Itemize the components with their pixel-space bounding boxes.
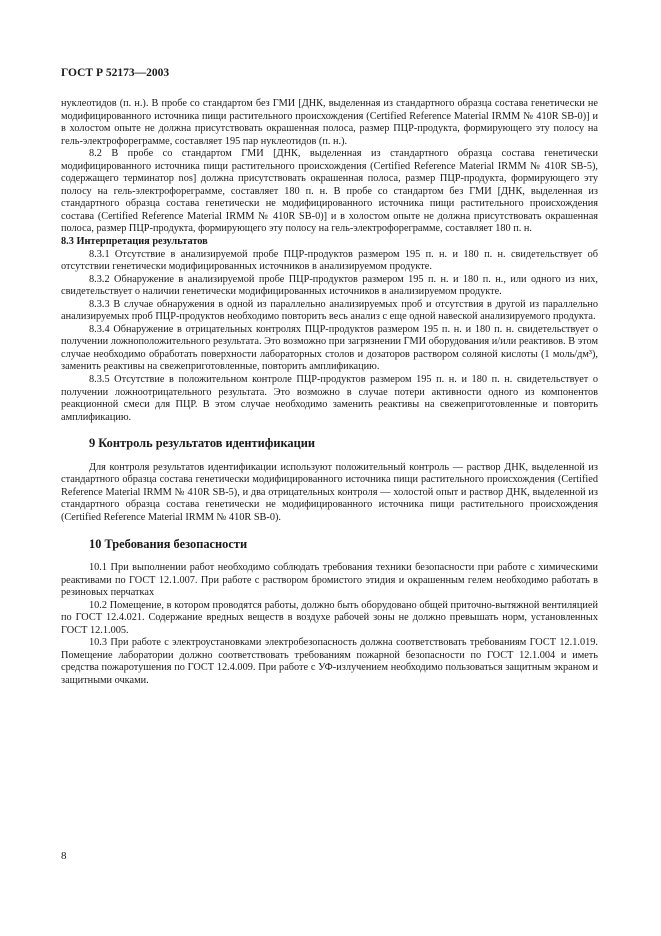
paragraph-9: Для контроля результатов идентификации используют положительный контроль — раствор ДНК, выделенной из стандартного образца состава генетически модифицированного источника пищи растительного происхождения (Certified Reference Material IRMM № 410R SB-5), и два отрицательных контроля — холостой опыт и раствор ДНК, выделенной из стандартного образца состава генетически не модифицированного источника пищи растительного происхождения (Certified Reference Material IRMM № 410R SB-0). xyxy=(61,461,598,523)
subsection-heading-8-3: 8.3 Интерпретация результатов xyxy=(61,236,208,248)
paragraph-continuation: нуклеотидов (п. н.). В пробе со стандартом без ГМИ [ДНК, выделенная из стандартного образца состава генетически не модифицированного источника пищи растительного происхождения (Certified Reference Material IRMM № 410R SB-0)] и в холостом опыте не должна присутствовать окрашенная полоса, размер ПЦР-продукта, формирующего эту полосу на гель-электрофореграмме, составляет 195 пар нуклеотидов (п. н.). xyxy=(61,98,598,147)
paragraph-8-3-1: 8.3.1 Отсутствие в анализируемой пробе ПЦР-продуктов размером 195 п. н. и 180 п. н. свидетельствует об отсутствии генетически модифицированных источников в анализируемом продукте. xyxy=(61,248,598,273)
paragraph-8-3-3: 8.3.3 В случае обнаружения в одной из параллельно анализируемых проб и отсутствия в другой из параллельно анализируемых проб ПЦР-продуктов необходимо повторить весь анализ с еще одной навеской анализируемого продукта. xyxy=(61,298,598,323)
paragraph-8-2: 8.2 В пробе со стандартом ГМИ [ДНК, выделенная из стандартного образца состава генетически модифицированного источника пищи растительного происхождения (Certified Reference Material IRMM № 410R SB-5), содержащего терминатор nos] должна присутствовать окрашенная полоса, размер ПЦР-продукта, формирующего эту полосу на гель-электрофореграмме, составляет 180 п. н. В пробе со стандартом без ГМИ [ДНК, выделенная из стандартного образца состава генетически не модифицированного источника пищи растительного происхождения состава (Certified Reference Material IRMM № 410R SB-0)] и в холостом опыте не должна присутствовать окрашенная полоса, размер ПЦР-продукта, формирующего эту полосу на гель-электрофореграмме, составляет 180 п. н. xyxy=(61,148,598,235)
paragraph-10-1: 10.1 При выполнении работ необходимо соблюдать требования техники безопасности при работе с химическими реактивами по ГОСТ 12.1.007. При работе с раствором бромистого этидия и окрашенным гелем необходимо работать в резиновых перчатках xyxy=(61,562,598,599)
paragraph-8-3-2: 8.3.2 Обнаружение в анализируемой пробе ПЦР-продуктов размером 195 п. н. и 180 п. н., или одного из них, свидетельствует о наличии генетически модифицированных источников в анализируемом продукте. xyxy=(61,273,598,298)
paragraph-8-3-4: 8.3.4 Обнаружение в отрицательных контролях ПЦР-продуктов размером 195 п. н. и 180 п. н. свидетельствует о получении ложноположительного результата. Это возможно при загрязнении ГМИ оборудования и/или реактивов. В этом случае необходимо обработать поверхности лабораторных столов и дозаторов раствором соляной кислоты (1 моль/дм³), заменить реактивы на свежеприготовленные, повторить амплификацию. xyxy=(61,323,598,373)
section-heading-9: 9 Контроль результатов идентификации xyxy=(89,436,316,451)
paragraph-8-3-5: 8.3.5 Отсутствие в положительном контроле ПЦР-продуктов размером 195 п. н. и 180 п. н. свидетельствует о получении ложноотрицательного результата. Это возможно в случае потери активности одного из компонентов реакционной смеси для ПЦР. В этом случае необходимо заменить реактивы на свежеприготовленные и повторить амплификацию. xyxy=(61,374,598,423)
section-heading-10: 10 Требования безопасности xyxy=(89,536,248,551)
document-header: ГОСТ Р 52173—2003 xyxy=(61,67,170,79)
paragraph-10-2: 10.2 Помещение, в котором проводятся работы, должно быть оборудовано общей приточно-вытяжной вентиляцией по ГОСТ 12.4.021. Содержание вредных веществ в воздухе рабочей зоны не должно превышать норм, установленных ГОСТ 12.1.005. xyxy=(61,599,598,636)
document-body xyxy=(61,98,598,688)
paragraph-10-3: 10.3 При работе с электроустановками электробезопасность должна соответствовать требованиям ГОСТ 12.1.019. Помещение лаборатории должно соответствовать требованиям пожарной безопасности по ГОСТ 12.1.004 и иметь средства пожаротушения по ГОСТ 12.4.009. При работе с УФ-излучением необходимо пользоваться защитным экраном и защитными очками. xyxy=(61,637,598,686)
page-number: 8 xyxy=(61,850,67,862)
